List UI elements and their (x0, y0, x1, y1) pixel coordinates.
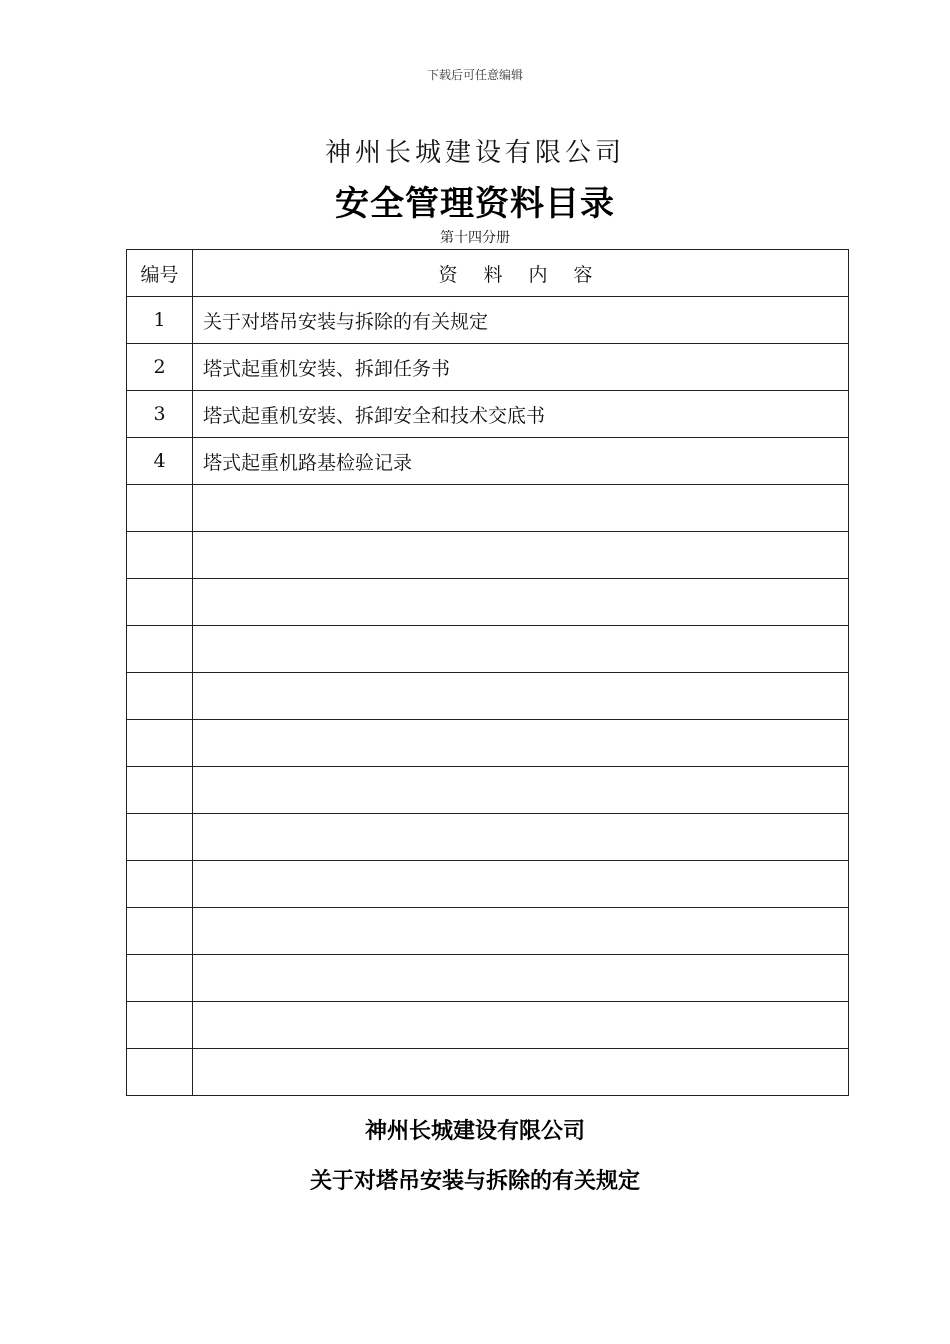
row-content (193, 1049, 849, 1096)
row-content (193, 908, 849, 955)
row-content (193, 1002, 849, 1049)
row-content: 塔式起重机安装、拆卸安全和技术交底书 (193, 391, 849, 438)
row-number (127, 532, 193, 579)
table-row (127, 297, 849, 344)
row-number (127, 861, 193, 908)
header-note: 下载后可任意编辑 (426, 68, 523, 82)
table-row (127, 485, 849, 532)
footer-company: 神州长城建设有限公司 (364, 1118, 585, 1144)
table-row (127, 673, 849, 720)
row-number (127, 720, 193, 767)
table-header-row (127, 250, 849, 297)
row-number: 3 (127, 391, 193, 438)
company-title: 神州长城建设有限公司 (324, 138, 625, 168)
footer-subtitle: 关于对塔吊安装与拆除的有关规定 (309, 1168, 640, 1194)
row-number (127, 1002, 193, 1049)
table-row (127, 955, 849, 1002)
row-content: 塔式起重机安装、拆卸任务书 (193, 344, 849, 391)
row-content (193, 814, 849, 861)
row-number (127, 626, 193, 673)
row-number: 4 (127, 438, 193, 485)
row-number: 1 (127, 297, 193, 344)
index-table (126, 249, 849, 1096)
table-row (127, 767, 849, 814)
row-number (127, 955, 193, 1002)
row-content: 关于对塔吊安装与拆除的有关规定 (193, 297, 849, 344)
row-number (127, 673, 193, 720)
table-row (127, 1002, 849, 1049)
row-content (193, 673, 849, 720)
row-content (193, 626, 849, 673)
table-row (127, 438, 849, 485)
table-row (127, 1049, 849, 1096)
row-content (193, 532, 849, 579)
row-content (193, 485, 849, 532)
row-content (193, 861, 849, 908)
row-content (193, 579, 849, 626)
row-number (127, 767, 193, 814)
row-number (127, 579, 193, 626)
table-row (127, 391, 849, 438)
row-number (127, 485, 193, 532)
table-row (127, 579, 849, 626)
row-number (127, 908, 193, 955)
row-number (127, 1049, 193, 1096)
table-row (127, 908, 849, 955)
volume-label: 第十四分册 (440, 230, 510, 246)
row-content: 塔式起重机路基检验记录 (193, 438, 849, 485)
row-content (193, 720, 849, 767)
row-number (127, 814, 193, 861)
row-number: 2 (127, 344, 193, 391)
table-row (127, 814, 849, 861)
table-row (127, 861, 849, 908)
table-row (127, 532, 849, 579)
table-row (127, 344, 849, 391)
column-header-content: 资 料 内 容 (193, 250, 849, 297)
document-title: 安全管理资料目录 (335, 184, 615, 224)
row-content (193, 955, 849, 1002)
row-content (193, 767, 849, 814)
table-row (127, 626, 849, 673)
table-row (127, 720, 849, 767)
column-header-number: 编号 (127, 250, 193, 297)
